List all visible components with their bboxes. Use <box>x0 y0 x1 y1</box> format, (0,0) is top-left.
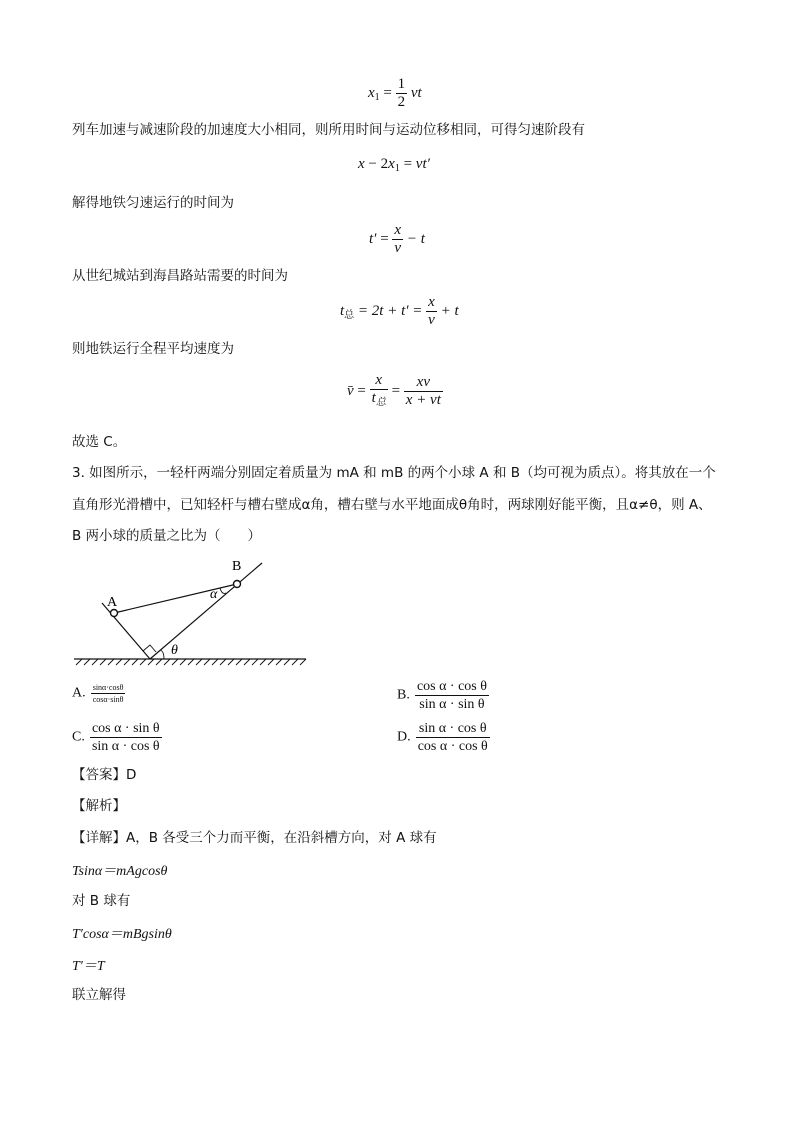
eq3-frac-num: x <box>394 222 402 238</box>
eq4-frac-num: x <box>428 294 435 310</box>
eq3-tail: − t <box>403 230 425 247</box>
option-a-den: cosα·sinθ <box>92 695 124 704</box>
right-angle-mark <box>143 645 156 652</box>
alpha-arc <box>220 588 226 593</box>
equation-5 <box>347 372 443 411</box>
for-ball-b: 对 B 球有 <box>72 893 131 909</box>
eq4-mid: = 2t + t′ = <box>354 302 427 319</box>
eq4-lhs: t <box>340 302 345 319</box>
eq2-x: x <box>358 156 365 172</box>
paragraph-2: 解得地铁匀速运行的时间为 <box>72 195 234 211</box>
option-b-fraction <box>415 678 489 713</box>
option-d-fraction <box>416 720 490 755</box>
equation-2 <box>358 156 430 174</box>
eq4-fraction <box>426 294 437 329</box>
paragraph-3: 从世纪城站到海昌路站需要的时间为 <box>72 268 288 284</box>
eq3-equals: = <box>376 230 393 247</box>
option-c-label: C. <box>72 729 85 745</box>
eq2-rhs: vt′ <box>415 156 430 172</box>
option-c[interactable] <box>72 720 162 755</box>
eq5-f1-num: x <box>370 372 388 390</box>
option-c-den: sin α · cos θ <box>91 739 160 754</box>
eq5-f2-num: xv <box>404 374 443 392</box>
equation-tension: T′＝T <box>72 959 105 974</box>
option-d-den: cos α · cos θ <box>417 739 488 754</box>
eq2-x1: x <box>388 156 395 172</box>
option-c-fraction <box>90 720 162 755</box>
option-b-label: B. <box>397 687 410 703</box>
equation-4 <box>340 294 459 329</box>
option-c-num: cos α · sin θ <box>91 721 160 736</box>
eq3-fraction <box>392 222 403 257</box>
eq4-frac-den: v <box>428 312 435 328</box>
eq5-f1-den: t <box>371 390 376 406</box>
eq1-fraction <box>396 76 408 111</box>
equation-3 <box>369 222 425 257</box>
option-d-label: D. <box>397 729 411 745</box>
option-b-num: cos α · cos θ <box>416 679 487 694</box>
analysis-heading: 【解析】 <box>72 798 126 814</box>
ball-a <box>111 610 118 617</box>
eq1-frac-den: 2 <box>397 94 406 110</box>
equation-force-a: Tsinα＝mAgcosθ <box>72 864 168 879</box>
option-a[interactable] <box>72 682 125 705</box>
eq4-tail: + t <box>436 302 459 319</box>
option-b[interactable] <box>397 678 489 713</box>
label-alpha: α <box>210 587 218 602</box>
eq1-equals: = <box>383 84 392 101</box>
eq5-f1-den-sub: 总 <box>375 397 386 408</box>
label-b: B <box>232 559 242 574</box>
equation-force-b: T′cosα＝mBgsinθ <box>72 927 172 942</box>
eq1-sub: 1 <box>374 91 380 103</box>
eq5-equals: = <box>353 382 370 399</box>
analysis-detail: 【详解】A，B 各受三个力而平衡，在沿斜槽方向，对 A 球有 <box>72 830 437 846</box>
label-theta: θ <box>171 643 178 658</box>
paragraph-4: 则地铁运行全程平均速度为 <box>72 341 234 357</box>
eq2-sub: 1 <box>394 163 400 174</box>
eq5-equals-2: = <box>387 382 404 399</box>
question-line-3: B 两小球的质量之比为（ ） <box>72 528 262 544</box>
eq5-fraction-2 <box>404 374 443 409</box>
answer-line: 【答案】D <box>72 767 137 783</box>
option-a-fraction <box>91 682 126 705</box>
eq3-lhs: t′ <box>369 230 377 247</box>
eq1-lhs: x <box>368 84 375 101</box>
light-rod <box>114 584 237 613</box>
option-a-label: A. <box>72 685 86 701</box>
label-a: A <box>107 595 118 610</box>
question-line-2: 直角形光滑槽中，已知轻杆与槽右壁成α角，槽右壁与水平地面成θ角时，两球刚好能平衡，且α≠θ，则 A、 <box>72 497 712 513</box>
groove-right-wall <box>150 563 262 659</box>
eq5-fraction-1 <box>370 372 388 411</box>
eq3-frac-den: v <box>394 240 402 256</box>
eq4-sub: 总 <box>344 309 355 321</box>
ball-b <box>234 581 241 588</box>
paragraph-5: 故选 C。 <box>72 434 127 450</box>
eq5-f2-den: x + vt <box>405 392 441 408</box>
theta-arc <box>160 650 164 659</box>
eq1-frac-num: 1 <box>397 76 406 92</box>
option-b-den: sin α · sin θ <box>419 697 485 712</box>
eq5-lhs: v̄ <box>347 382 354 399</box>
eq1-rhs: vt <box>410 84 422 101</box>
option-a-num: sinα·cosθ <box>92 683 124 692</box>
eq2-minus: − 2 <box>364 156 389 172</box>
eq2-equals: = <box>399 156 416 172</box>
equation-1 <box>368 76 422 111</box>
paragraph-1: 列车加速与减速阶段的加速度大小相同，则所用时间与运动位移相同，可得匀速阶段有 <box>72 122 585 138</box>
ground-hatching <box>76 659 306 665</box>
solve-line: 联立解得 <box>72 987 126 1003</box>
option-d[interactable] <box>397 720 490 755</box>
option-d-num: sin α · cos θ <box>416 720 490 738</box>
question-line-1: 3. 如图所示，一轻杆两端分别固定着质量为 mA 和 mB 的两个小球 A 和 B（均可视为质点）。将其放在一个 <box>72 465 716 481</box>
figure-diagram <box>70 555 310 670</box>
